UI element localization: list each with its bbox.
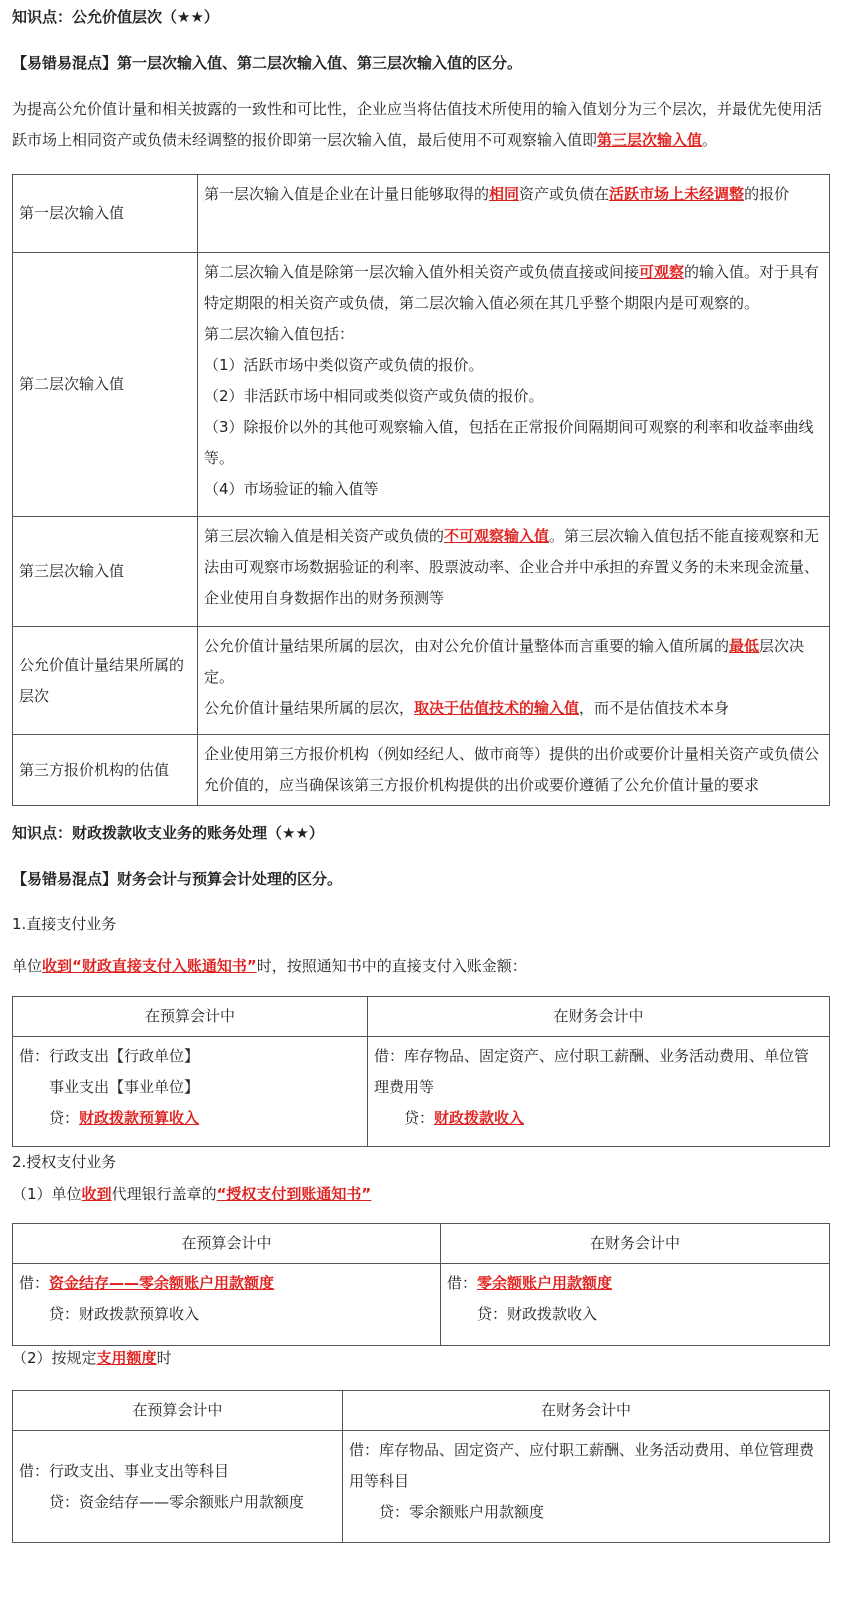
table-row xyxy=(13,1037,830,1147)
row-label: 第三方报价机构的估值 xyxy=(13,735,198,806)
table-header-row xyxy=(13,997,830,1037)
financial-entry: 借：库存物品、固定资产、应付职工薪酬、业务活动费用、单位管理费用等 贷：财政拨款收入 xyxy=(368,1037,830,1147)
subheading-direct-payment: 1.直接支付业务 xyxy=(12,915,117,933)
row-label: 第二层次输入值 xyxy=(13,253,198,517)
authorized-payment-paragraph: （1）单位收到代理银行盖章的“授权支付到账通知书” xyxy=(12,1185,372,1203)
row-label: 第一层次输入值 xyxy=(13,175,198,253)
direct-payment-paragraph: 单位收到“财政直接支付入账通知书”时，按照通知书中的直接支付入账金额： xyxy=(12,957,527,975)
row-content: 第二层次输入值是除第一层次输入值外相关资产或负债直接或间接可观察的输入值。对于具有特定期限的相关资产或负债，第二层次输入值必须在其几乎整个期限内是可观察的。 第二层次输入值包括： （1）活跃市场中类似资产或负债的报价。 （2）非活跃市场中相同或类似资产或负债的报价。 （3）除报价以外的其他可观察输入值，包括在正常报价间隔期间可观察的利率和收益率曲线等。 （4）市场验证的输入值等 xyxy=(198,253,830,517)
col-header-budget: 在预算会计中 xyxy=(13,1224,441,1264)
row-content: 公允价值计量结果所属的层次，由对公允价值计量整体而言重要的输入值所属的最低层次决定。 公允价值计量结果所属的层次，取决于估值技术的输入值，而不是估值技术本身 xyxy=(198,627,830,735)
table-row xyxy=(13,1431,830,1543)
col-header-financial: 在财务会计中 xyxy=(368,997,830,1037)
col-header-financial: 在财务会计中 xyxy=(441,1224,830,1264)
section-heading: 知识点：公允价值层次（★★） xyxy=(12,8,219,26)
col-header-budget: 在预算会计中 xyxy=(13,1391,343,1431)
section-heading: 知识点：财政拨款收支业务的账务处理（★★） xyxy=(12,824,324,842)
table-row xyxy=(13,517,830,627)
table-row xyxy=(13,627,830,735)
subheading-authorized-payment: 2.授权支付业务 xyxy=(12,1153,117,1171)
row-label: 公允价值计量结果所属的层次 xyxy=(13,627,198,735)
table-row xyxy=(13,1264,830,1346)
budget-entry: 借：资金结存——零余额账户用款额度 贷：财政拨款预算收入 xyxy=(13,1264,441,1346)
col-header-budget: 在预算会计中 xyxy=(13,997,368,1037)
intro-paragraph: 为提高公允价值计量和相关披露的一致性和可比性，企业应当将估值技术所使用的输入值划分为三个层次，并最优先使用活跃市场上相同资产或负债未经调整的报价即第一层次输入值，最后使用不可观察输入值即第三层次输入值。 xyxy=(12,100,823,149)
quota-usage-paragraph: （2）按规定支用额度时 xyxy=(12,1349,172,1367)
table-row xyxy=(13,175,830,253)
financial-entry: 借：库存物品、固定资产、应付职工薪酬、业务活动费用、单位管理费用等科目 贷：零余额账户用款额度 xyxy=(343,1431,830,1543)
quota-usage-table xyxy=(12,1390,830,1543)
row-content: 第一层次输入值是企业在计量日能够取得的相同资产或负债在活跃市场上未经调整的报价 xyxy=(198,175,830,253)
table-header-row xyxy=(13,1391,830,1431)
direct-payment-table xyxy=(12,996,830,1147)
row-content: 企业使用第三方报价机构（例如经纪人、做市商等）提供的出价或要价计量相关资产或负债公允价值的，应当确保该第三方报价机构提供的出价或要价遵循了公允价值计量的要求 xyxy=(198,735,830,806)
error-prone-tag: 【易错易混点】财务会计与预算会计处理的区分。 xyxy=(12,870,343,888)
table-row xyxy=(13,253,830,517)
budget-entry: 借：行政支出【行政单位】 事业支出【事业单位】 贷：财政拨款预算收入 xyxy=(13,1037,368,1147)
row-content: 第三层次输入值是相关资产或负债的不可观察输入值。第三层次输入值包括不能直接观察和无法由可观察市场数据验证的利率、股票波动率、企业合并中承担的弃置义务的未来现金流量、企业使用自身数据作出的财务预测等 xyxy=(198,517,830,627)
input-level-table xyxy=(12,174,830,806)
budget-entry: 借：行政支出、事业支出等科目 贷：资金结存——零余额账户用款额度 xyxy=(13,1431,343,1543)
table-header-row xyxy=(13,1224,830,1264)
col-header-financial: 在财务会计中 xyxy=(343,1391,830,1431)
row-label: 第三层次输入值 xyxy=(13,517,198,627)
table-row xyxy=(13,735,830,806)
financial-entry: 借：零余额账户用款额度 贷：财政拨款收入 xyxy=(441,1264,830,1346)
authorized-payment-table xyxy=(12,1223,830,1346)
error-prone-tag: 【易错易混点】第一层次输入值、第二层次输入值、第三层次输入值的区分。 xyxy=(12,54,523,72)
